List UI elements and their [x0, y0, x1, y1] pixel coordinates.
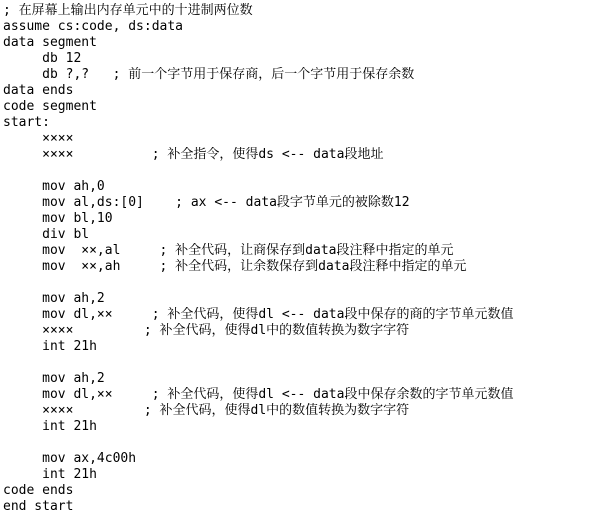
code-line-21: ×××× ; 补全代码，使得dl中的数值转换为数字字符 [3, 323, 410, 338]
code-line-4: db 12 [3, 51, 82, 66]
code-line-19: mov ah,2 [3, 291, 105, 306]
code-line-3: data segment [3, 35, 97, 50]
code-line-32: end start [3, 499, 74, 514]
code-line-25: mov dl,×× ; 补全代码，使得dl <-- data段中保存余数的字节单元数值 [3, 387, 514, 402]
code-line-14: mov bl,10 [3, 211, 113, 226]
code-line-28 [3, 435, 607, 451]
code-line-13: mov al,ds:[0] ; ax <-- data段字节单元的被除数12 [3, 195, 410, 210]
code-line-26: ×××× ; 补全代码，使得dl中的数值转换为数字字符 [3, 403, 410, 418]
code-line-29: mov ax,4c00h [3, 451, 137, 466]
code-line-20: mov dl,×× ; 补全代码，使得dl <-- data段中保存的商的字节单元数值 [3, 307, 514, 322]
code-line-24: mov ah,2 [3, 371, 105, 386]
code-line-22: int 21h [3, 339, 97, 354]
code-line-7: code segment [3, 99, 97, 114]
code-line-11 [3, 163, 607, 179]
code-line-15: div bl [3, 227, 90, 242]
code-line-31: code ends [3, 483, 74, 498]
code-line-12: mov ah,0 [3, 179, 105, 194]
code-line-8: start: [3, 115, 50, 130]
code-line-17: mov ××,ah ; 补全代码，让余数保存到data段注释中指定的单元 [3, 259, 467, 274]
code-line-27: int 21h [3, 419, 97, 434]
code-line-6: data ends [3, 83, 74, 98]
code-line-9: ×××× [3, 131, 74, 146]
code-line-30: int 21h [3, 467, 97, 482]
code-line-1: ; 在屏幕上输出内存单元中的十进制两位数 [3, 3, 253, 18]
code-line-16: mov ××,al ; 补全代码，让商保存到data段注释中指定的单元 [3, 243, 454, 258]
code-line-18 [3, 275, 607, 291]
code-line-2: assume cs:code, ds:data [3, 19, 184, 34]
code-line-23 [3, 355, 607, 371]
code-line-10: ×××× ; 补全指令，使得ds <-- data段地址 [3, 147, 384, 162]
code-listing [3, 3, 607, 515]
code-line-5: db ?,? ; 前一个字节用于保存商，后一个字节用于保存余数 [3, 67, 415, 82]
